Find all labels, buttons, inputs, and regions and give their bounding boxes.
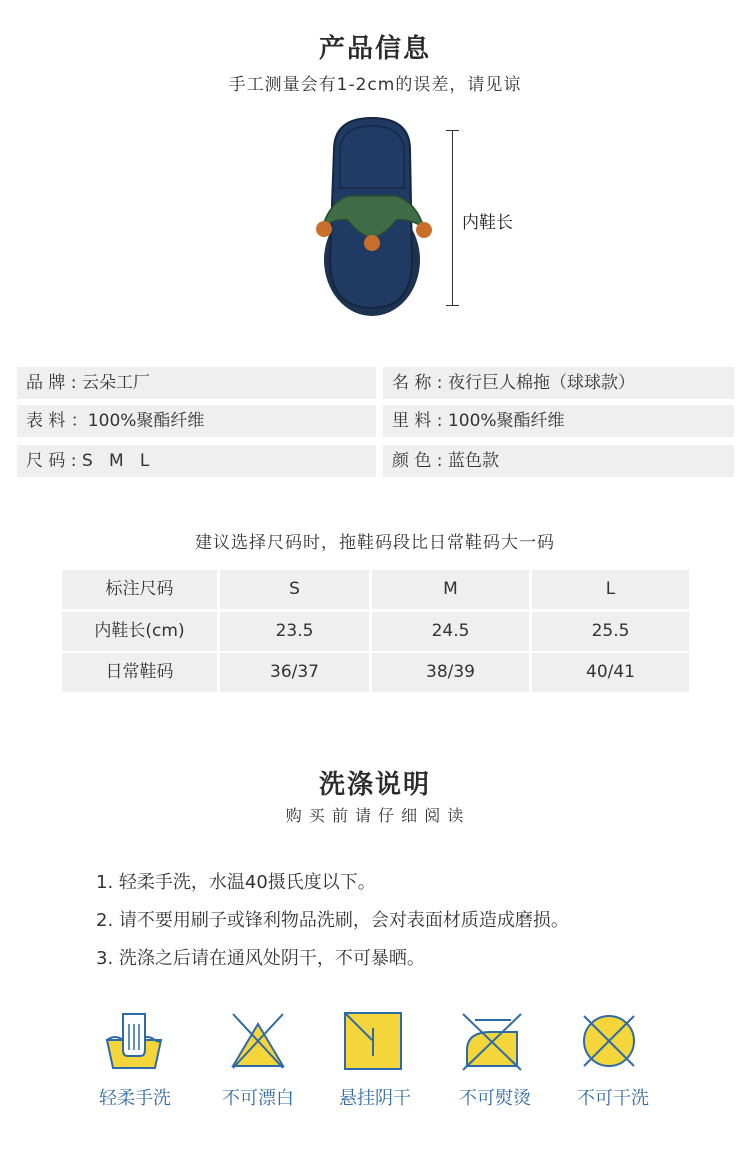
measure-label: 内鞋长	[462, 213, 513, 233]
no-dry-clean-icon	[578, 1010, 640, 1072]
size-cell: 标注尺码	[62, 570, 217, 609]
product-info-title: 产品信息	[318, 34, 431, 64]
no-bleach-label: 不可漂白	[222, 1088, 294, 1109]
slipper-image	[300, 110, 480, 320]
no-bleach-icon	[227, 1010, 289, 1072]
spec-color: 颜 色 : 蓝色款	[383, 445, 734, 477]
no-dry-clean-label: 不可干洗	[577, 1088, 649, 1109]
size-cell: L	[532, 570, 689, 609]
measure-cap-bottom	[446, 305, 459, 306]
washing-subtitle: 购 买 前 请 仔 细 阅 读	[285, 806, 465, 825]
care-item: 3. 洗涤之后请在通风处阴干，不可暴晒。	[96, 948, 425, 969]
size-cell: 23.5	[220, 612, 369, 651]
size-cell: S	[220, 570, 369, 609]
spec-size: 尺 码 : S M L	[17, 445, 376, 477]
size-note: 建议选择尺码时，拖鞋码段比日常鞋码大一码	[195, 533, 555, 553]
size-cell: 38/39	[372, 653, 529, 692]
measure-line	[452, 130, 453, 306]
spec-lining-material: 里 料 : 100%聚酯纤维	[383, 405, 734, 437]
table-row	[62, 570, 689, 609]
care-item: 1. 轻柔手洗，水温40摄氏度以下。	[96, 872, 376, 893]
measure-cap-top	[446, 130, 459, 131]
product-info-subtitle: 手工测量会有1-2cm的误差，请见谅	[228, 75, 522, 95]
size-cell: 36/37	[220, 653, 369, 692]
table-row	[62, 653, 689, 692]
size-cell: 日常鞋码	[62, 653, 217, 692]
table-row	[62, 612, 689, 651]
shade-dry-icon	[342, 1010, 404, 1072]
hand-wash-icon	[103, 1010, 165, 1072]
size-cell: 24.5	[372, 612, 529, 651]
size-cell: 内鞋长(cm)	[62, 612, 217, 651]
size-cell: 40/41	[532, 653, 689, 692]
care-item: 2. 请不要用刷子或锋利物品洗刷，会对表面材质造成磨损。	[96, 910, 569, 931]
spec-outer-material: 表 料 ：100%聚酯纤维	[17, 405, 376, 437]
spec-name: 名 称 : 夜行巨人棉拖（球球款）	[383, 367, 734, 399]
size-cell: M	[372, 570, 529, 609]
size-cell: 25.5	[532, 612, 689, 651]
hand-wash-label: 轻柔手洗	[99, 1088, 171, 1109]
spec-brand: 品 牌 : 云朵工厂	[17, 367, 376, 399]
no-iron-icon	[461, 1010, 523, 1072]
washing-title: 洗涤说明	[318, 770, 431, 800]
shade-dry-label: 悬挂阴干	[339, 1088, 411, 1109]
no-iron-label: 不可熨烫	[459, 1088, 531, 1109]
